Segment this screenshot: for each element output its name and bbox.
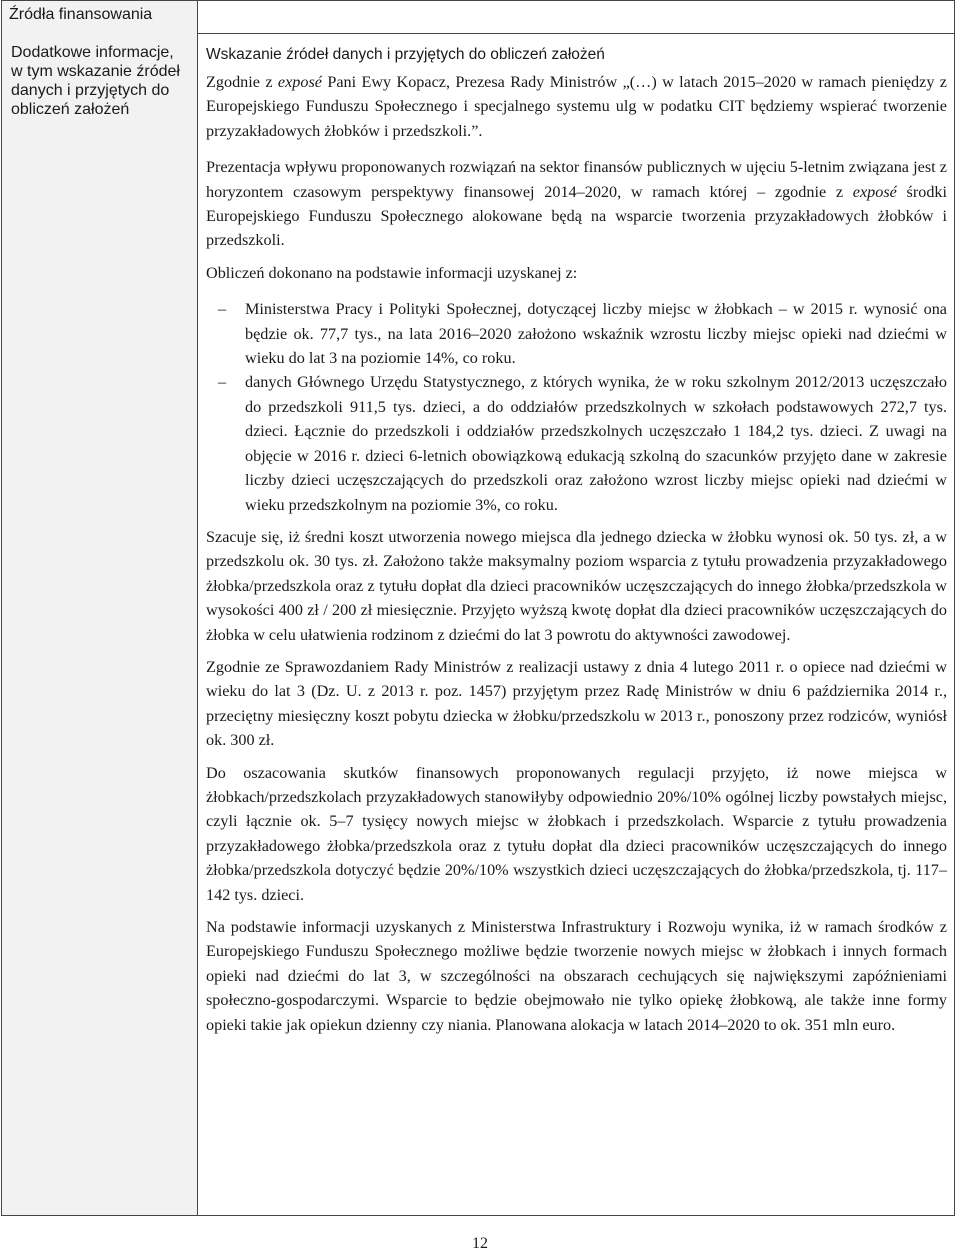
- intro-paragraph: [206, 70, 947, 143]
- intro-text-end: Pani Ewy Kopacz, Prezesa Rady Ministrów „(…) w latach 2015–2020 w ramach pieniędzy z Europejskiego Funduszu Społecznego i specjalnego systemu ulg w podatku CIT będziemy wspierać tworzenie przyzakładowych żłobków i przedszkoli.”.: [206, 73, 947, 140]
- table-header-row: [2, 1, 954, 34]
- intro-text-start: Zgodnie z: [206, 73, 278, 91]
- impact-expose-italic: exposé: [852, 182, 897, 201]
- table-body-row: [2, 33, 954, 1215]
- row-content-cell: [199, 33, 954, 1215]
- impact-paragraph: [206, 155, 947, 253]
- report-paragraph: Zgodnie ze Sprawozdaniem Rady Ministrów z realizacji ustawy z dnia 4 lutego 2011 r. o opiece nad dziećmi w wieku do lat 3 (Dz. U. z 2013 r. poz. 1457) przyjętym przez Radę Ministrów w dniu 6 października 2014 r., przeciętny miesięczny koszt pobytu dziecka w żłobku/przedszkolu w 2013 r., ponoszony przez rodziców, wyniósł ok. 300 zł.: [206, 657, 947, 750]
- estimation-paragraph: Do oszacowania skutków finansowych proponowanych regulacji przyjęto, iż nowe miejsca w żłobkach/przedszkolach przyzakładowych stanowiłyby odpowiednio 20%/10% ogólnej liczby powstałych miejsc, czyli łącznie ok. 5–7 tysięcy nowych miejsc w żłobkach i przedszkolach. Wsparcie z tytułu prowadzenia przyzakładowego żłobka/przedszkola oraz z tytułu dopłat dla dzieci pracowników uczęszczających do innego żłobka/przedszkola dotyczyć będzie 20%/10% wszystkich dzieci uczęszczających do żłobka/przedszkola, tj. 117–142 tys. dzieci.: [206, 763, 947, 904]
- dash-bullet: –: [218, 373, 227, 392]
- page-number: 12: [472, 1235, 488, 1252]
- cost-paragraph: Szacuje się, iż średni koszt utworzenia nowego miejsca dla jednego dziecka w żłobku wynosi ok. 50 tys. zł, a w przedszkolu ok. 30 tys. zł. Założono także maksymalny poziom wsparcia z tytułu prowadzenia przyzakładowego żłobka/przedszkola oraz z tytułu dopłat dla dzieci pracowników uczęszczających do innego żłobka/przedszkola w wysokości 400 zł / 200 zł miesięcznie. Przyjęto wyższą kwotę dopłat dla dzieci pracowników uczęszczających do żłobka w celu ułatwienia rodzinom z dziećmi do lat 3 powrotu do aktywności zawodowej.: [206, 527, 947, 644]
- list-item-text: danych Głównego Urzędu Statystycznego, z których wynika, że w roku szkolnym 2012/2013 uczęszczało do przedszkoli 911,5 tys. dzieci, a do oddziałów przedszkolnych w szkołach podstawowych 272,7 tys. dzieci. Łącznie do przedszkoli i oddziałów przedszkolnych uczęszczało 1 184,2 tys. dzieci. Z uwagi na objęcie w 2016 r. dzieci 6-letnich obowiązkową edukacją szkolną do szacunków przyjęto dane w zakresie liczby dzieci uczęszczających do przedszkoli oraz założono wzrost liczby miejsc opieki nad dziećmi w wieku przedszkolnym na poziomie 3%, co roku.: [245, 373, 947, 514]
- financing-sources-table: [1, 0, 955, 1216]
- sources-intro-paragraph: Obliczeń dokonano na podstawie informacji uzyskanej z:: [206, 263, 578, 282]
- impact-text-end: środki Europejskiego Funduszu Społecznego alokowane będą na wsparcie tworzenia przyzakładowych żłobków i przedszkoli.: [206, 182, 947, 250]
- dash-bullet: –: [218, 300, 227, 319]
- row-label: Dodatkowe informacje, w tym wskazanie źródeł danych i przyjętych do obliczeń założeń: [11, 44, 180, 118]
- list-item: [206, 370, 947, 516]
- list-item-text: Ministerstwa Pracy i Polityki Społecznej, dotyczącej liczby miejsc w żłobkach – w 2015 r. wynosić ona będzie ok. 77,7 tys., na lata 2016–2020 założono wskaźnik wzrostu liczby miejsc opieki nad dziećmi w wieku do lat 3 na poziomie 14%, co roku.: [245, 300, 947, 368]
- content-subtitle: Wskazanie źródeł danych i przyjętych do obliczeń założeń: [206, 46, 605, 63]
- intro-expose-italic: exposé: [277, 73, 322, 91]
- ministry-info-paragraph: Na podstawie informacji uzyskanych z Ministerstwa Infrastruktury i Rozwoju wynika, iż w ramach środków z Europejskiego Funduszu Społecznego możliwe będzie tworzenie nowych miejsc w żłobkach i innych formach opieki nad dziećmi do lat 3, w szczególności na obszarach cechujących się największymi zapóźnieniami społeczno-gospodarczymi. Wsparcie to będzie obejmowało nie tylko opiekę żłobkową, ale także inne formy opieki takie jak opiekun dzienny czy niania. Planowana alokacja w latach 2014–2020 to ok. 351 mln euro.: [206, 918, 947, 1034]
- row-label-cell: [2, 33, 198, 1215]
- list-item: [206, 297, 947, 370]
- impact-text-start: Prezentacja wpływu proponowanych rozwiązań na sektor finansów publicznych w ujęciu 5-letnim związana jest z horyzontem czasowym perspektywy finansowej 2014–2020, w ramach której – zgodnie z: [206, 158, 947, 201]
- section-title: Źródła finansowania: [2, 1, 198, 33]
- sources-list: [206, 297, 947, 517]
